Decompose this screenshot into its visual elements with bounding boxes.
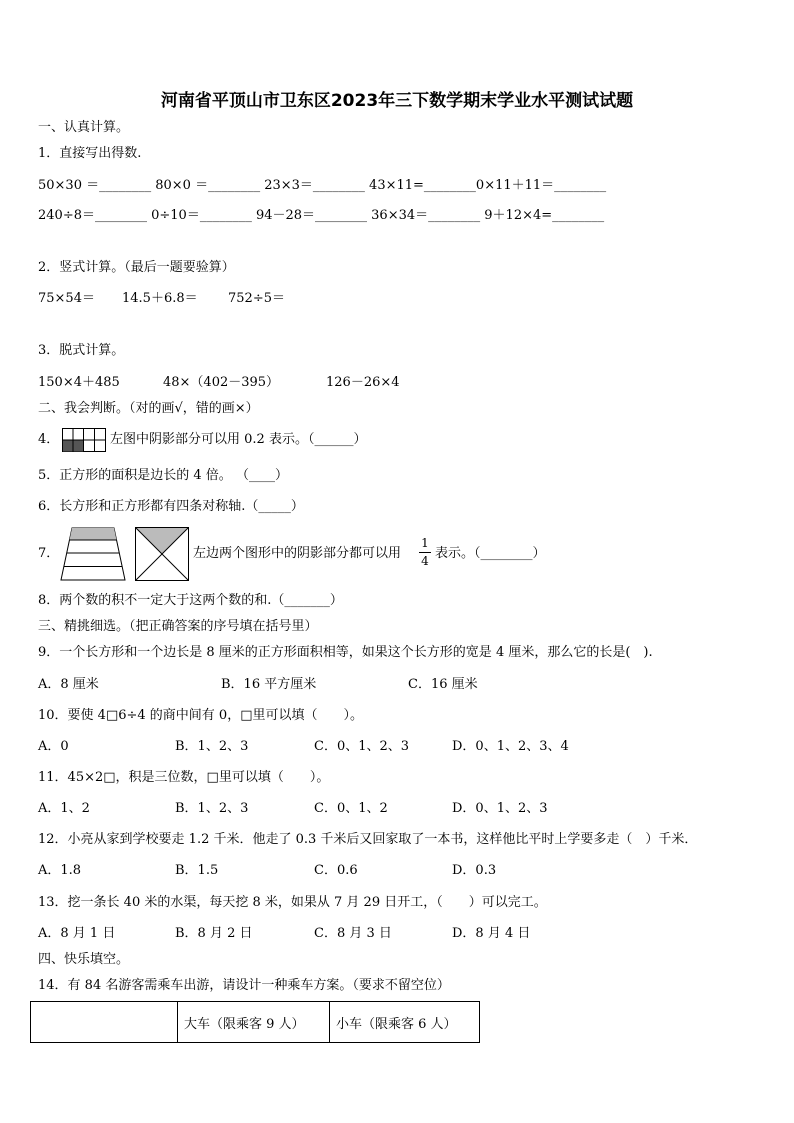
q13-option-b: B．8 月 2 日 [175,926,253,941]
section-heading-judge: 二、我会判断。（对的画√，错的画×） [38,401,259,416]
q7-square-shaded [136,528,188,554]
q12-prompt: 12．小亮从家到学校要走 1.2 千米．他走了 0.3 千米后又回家取了一本书，这样他比平时上学要多走（ ）千米． [38,832,698,847]
q10-option-d: D．0、1、2、3、4 [452,739,569,754]
q2-item-3: 752÷5＝ [228,291,285,306]
q7-text-b: 表示。（________） [435,546,546,561]
q9-prompt: 9．一个长方形和一个边长是 8 厘米的正方形面积相等，如果这个长方形的宽是 4 厘米，那么它的长是( ). [38,645,653,660]
q11-option-a: A．1、2 [38,801,90,816]
q14-header-small-bus: 小车（限乘客 6 人） [330,1002,480,1043]
q14-plan-table [30,1001,480,1043]
q2-item-2: 14.5＋6.8＝ [122,291,198,306]
q4-text: 左图中阴影部分可以用 0.2 表示。（______） [110,432,367,447]
q14-header-big-bus: 大车（限乘客 9 人） [178,1002,330,1043]
q7-fraction-denominator: 4 [421,554,429,568]
q11-option-d: D．0、1、2、3 [452,801,548,816]
q13-option-d: D．8 月 4 日 [452,926,531,941]
q12-option-b: B．1.5 [175,863,219,878]
q5-text: 5．正方形的面积是边长的 4 倍。 （____） [38,468,288,483]
q10-prompt: 10．要使 4□6÷4 的商中间有 0，□里可以填（ ）。 [38,708,363,723]
q14-prompt: 14．有 84 名游客需乘车出游，请设计一种乘车方案。（要求不留空位） [38,978,450,993]
q2-item-1: 75×54＝ [38,291,95,306]
q8-text: 8．两个数的积不一定大于这两个数的和.（_______） [38,593,343,608]
q1-prompt: 1．直接写出得数. [38,146,142,161]
q11-prompt: 11．45×2□，积是三位数，□里可以填（ ）。 [38,770,330,785]
q3-prompt: 3．脱式计算。 [38,343,125,358]
page-title: 河南省平顶山市卫东区2023年三下数学期末学业水平测试试题 [160,91,634,111]
q3-item-1: 150×4＋485 [38,375,120,390]
q9-option-c: C．16 厘米 [408,677,478,692]
q10-option-c: C．0、1、2、3 [314,739,410,754]
q9-option-b: B．16 平方厘米 [221,677,317,692]
q10-option-a: A．0 [38,739,69,754]
q3-item-2: 48×（402－395） [163,375,280,390]
q4-number: 4． [38,432,60,447]
q10-option-b: B．1、2、3 [175,739,249,754]
q7-square-figure [135,527,189,581]
q11-option-c: C．0、1、2 [314,801,388,816]
table-row [31,1002,480,1043]
q7-fraction [419,537,431,568]
q13-option-a: A．8 月 1 日 [38,926,116,941]
q3-item-3: 126－26×4 [326,375,400,390]
q14-header-blank [31,1002,178,1043]
q13-prompt: 13．挖一条长 40 米的水渠，每天挖 8 米，如果从 7 月 29 日开工，（ ）可以完工。 [38,895,547,910]
q13-option-c: C．8 月 3 日 [314,926,392,941]
q6-text: 6．长方形和正方形都有四条对称轴.（_____） [38,499,304,514]
q12-option-d: D．0.3 [452,863,497,878]
q1-row-2: 240÷8＝________ 0÷10＝________ 94－28＝________ 36×34＝________ 9＋12×4=________ [38,208,605,223]
q7-text-a: 左边两个图形中的阴影部分都可以用 [193,546,402,561]
q7-fraction-numerator: 1 [421,536,429,550]
q9-option-a: A．8 厘米 [38,677,99,692]
section-heading-choice: 三、精挑细选。（把正确答案的序号填在括号里） [38,619,318,634]
section-heading-fill: 四、快乐填空。 [38,952,130,967]
q11-option-b: B．1、2、3 [175,801,249,816]
q12-option-a: A．1.8 [38,863,82,878]
q4-grid-figure [62,428,106,452]
q2-prompt: 2．竖式计算。（最后一题要验算） [38,260,235,275]
q7-trapezoid-shaded [70,528,117,540]
q12-option-c: C．0.6 [314,863,358,878]
section-heading-calc: 一、认真计算。 [38,120,130,135]
q7-number: 7． [38,546,60,561]
q1-row-1: 50×30 ＝________ 80×0 ＝________ 23×3＝________ 43×11=________0×11＋11＝________ [38,178,607,193]
q7-trapezoid-figure [60,527,126,581]
